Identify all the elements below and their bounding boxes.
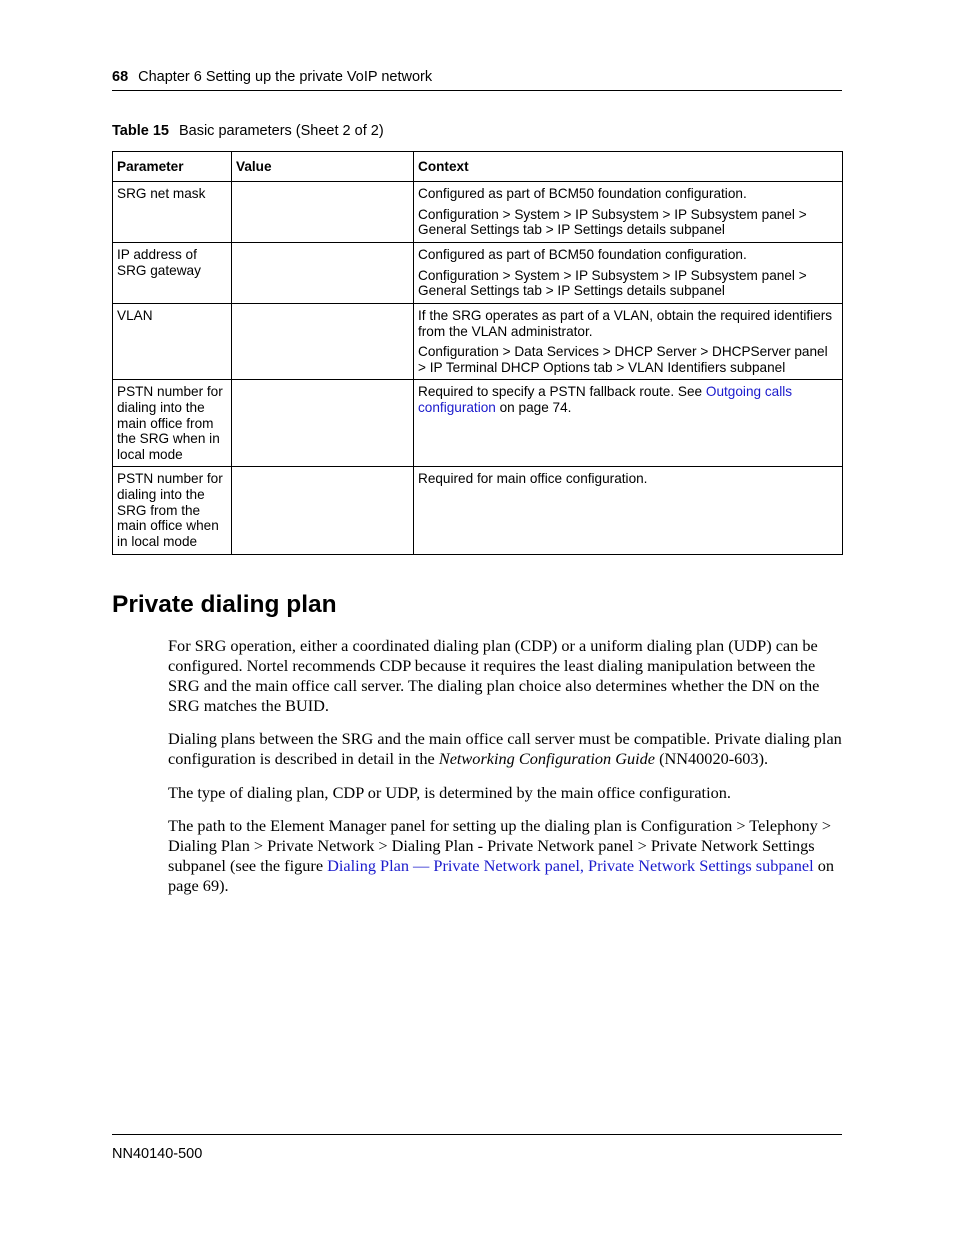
- section-body: [168, 636, 842, 909]
- table-row: [113, 304, 843, 380]
- paragraph: The type of dialing plan, CDP or UDP, is determined by the main office configuration.: [168, 782, 731, 802]
- section-title: Private dialing plan: [112, 591, 337, 618]
- table-row: [113, 243, 843, 304]
- context-line: Configured as part of BCM50 foundation configuration.: [418, 247, 747, 262]
- chapter-title: Chapter 6 Setting up the private VoIP network: [138, 69, 433, 85]
- context-cell: [414, 380, 843, 467]
- header-divider: [112, 90, 842, 91]
- value-cell: [232, 243, 414, 304]
- paragraph: [168, 729, 842, 769]
- context-path: Configuration > System > IP Subsystem > IP Subsystem panel > General Settings tab > IP Settings details subpanel: [418, 267, 807, 299]
- paragraph: [168, 816, 842, 896]
- value-cell: [232, 182, 414, 243]
- table-row: [113, 380, 843, 467]
- footer-divider: [112, 1134, 842, 1135]
- basic-parameters-table: [112, 151, 843, 555]
- parameter-cell: VLAN: [113, 304, 232, 380]
- column-header-parameter: Parameter: [113, 152, 232, 182]
- parameter-cell: PSTN number for dialing into the main office from the SRG when in local mode: [113, 380, 232, 467]
- value-cell: [232, 467, 414, 555]
- column-header-value: Value: [232, 152, 414, 182]
- context-text: on page 74.: [495, 399, 572, 415]
- table-caption-text: Basic parameters (Sheet 2 of 2): [178, 123, 384, 139]
- context-cell: [414, 243, 843, 304]
- dialing-plan-figure-link[interactable]: Dialing Plan — Private Network panel, Private Network Settings subpanel: [327, 855, 814, 875]
- paragraph-text: (NN40020-603).: [655, 749, 769, 769]
- context-line: [418, 384, 838, 415]
- parameter-cell: PSTN number for dialing into the SRG from the main office when in local mode: [113, 467, 232, 555]
- page-header: [112, 68, 842, 86]
- context-line: Required for main office configuration.: [418, 471, 648, 487]
- context-cell: [414, 182, 843, 243]
- context-cell: [414, 304, 843, 380]
- table-row: [113, 467, 843, 555]
- context-text: Required to specify a PSTN fallback route. See: [418, 384, 706, 400]
- paragraph-text: on page 69).: [168, 855, 835, 895]
- outgoing-calls-link[interactable]: Outgoing calls configuration: [418, 384, 793, 415]
- context-line: If the SRG operates as part of a VLAN, obtain the required identifiers from the VLAN administrator.: [418, 308, 833, 339]
- table-caption: [112, 122, 384, 140]
- table-number: Table 15: [112, 123, 169, 139]
- table-row: [113, 182, 843, 243]
- column-header-context: Context: [414, 152, 843, 182]
- parameter-cell: IP address of SRG gateway: [113, 243, 232, 304]
- paragraph-text: The path to the Element Manager panel for setting up the dialing plan is Configuration > Telephony > Dialing Plan > Private Network > Dialing Plan - Private Network panel > Private Network Settings subpanel (see the figure: [168, 815, 832, 875]
- paragraph-text: Dialing plans between the SRG and the main office call server must be compatible. Private dialing plan configuration is described in detail in the: [168, 729, 842, 769]
- context-cell: [414, 467, 843, 555]
- context-line: Configured as part of BCM50 foundation configuration.: [418, 186, 747, 201]
- parameter-cell: SRG net mask: [113, 182, 232, 243]
- doc-number: NN40140-500: [112, 1146, 203, 1162]
- guide-title: Networking Configuration Guide: [438, 749, 656, 769]
- context-path: Configuration > System > IP Subsystem > IP Subsystem panel > General Settings tab > IP Settings details subpanel: [418, 206, 807, 238]
- table-header-row: [113, 152, 843, 182]
- paragraph: For SRG operation, either a coordinated dialing plan (CDP) or a uniform dialing plan (UDP) can be configured. Nortel recommends CDP because it requires the least dialing manipulation between the SRG and the main office call server. The dialing plan choice also determines whether the DN on the SRG matches the BUID.: [168, 636, 820, 716]
- page-number: 68: [112, 69, 129, 85]
- context-path: Configuration > Data Services > DHCP Server > DHCPServer panel > IP Terminal DHCP Options tab > VLAN Identifiers subpanel: [418, 344, 828, 375]
- value-cell: [232, 304, 414, 380]
- value-cell: [232, 380, 414, 467]
